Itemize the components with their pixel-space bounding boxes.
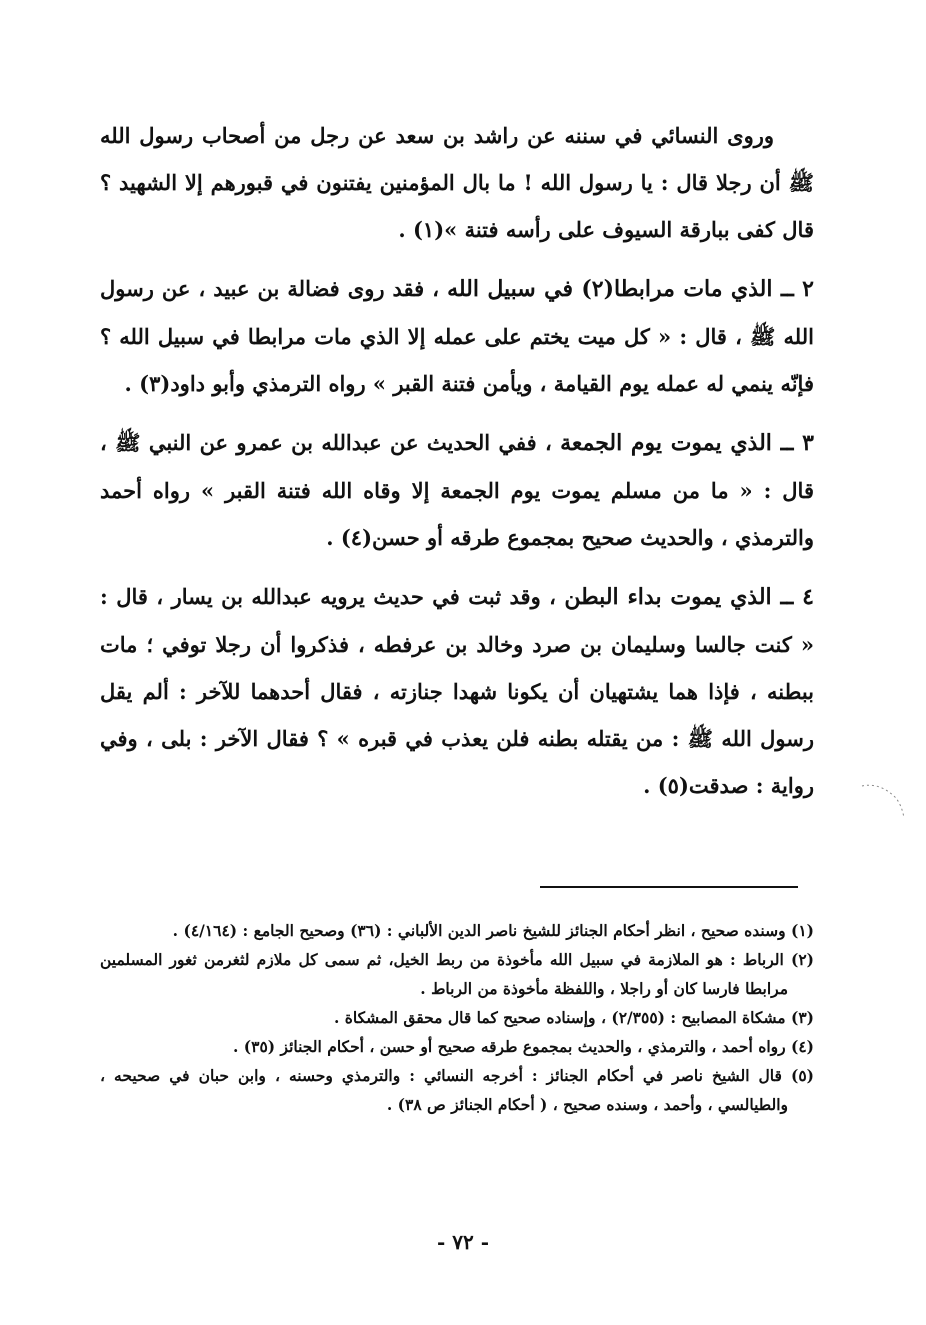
footnote: (٤) رواه أحمد ، والترمذي ، والحديث بمجموع طرقه صحيح أو حسن ، أحكام الجنائز (٣٥) . (233, 1037, 814, 1056)
footnote-separator (540, 886, 798, 888)
scan-mark-icon (860, 780, 906, 820)
intro-paragraph: وروى النسائي في سننه عن راشد بن سعد عن رجل من أصحاب رسول الله ﷺ أن رجلا قال : يا رسول الله ! ما بال المؤمنين يفتنون في قبورهم إلا الشهيد ؟ قال كفى ببارقة السيوف على رأسه فتنة »(١) . (100, 123, 814, 242)
footnotes (100, 916, 814, 1119)
list-item (100, 419, 814, 561)
item-heading: ٢ ــ الذي مات مرابطا(٢) في سبيل الله (447, 276, 814, 302)
footnote: (٣) مشكاة المصابيح : (٢/٣٥٥) ، وإسناده صحيح كما قال محقق المشكاة . (333, 1008, 814, 1027)
list-item (100, 573, 814, 809)
item-text: ، وقد ثبت في حديث يرويه عبدالله بن يسار ، قال : « كنت جالسا وسليمان بن صرد وخالد بن عرفطه ، فذكروا أن رجلا توفي ؛ مات ببطنه ، فإذا هما يشتهيان أن يكونا شهدا جنازته ، فقال أحدهما للآخر : ألم يقل رسول الله ﷺ : من يقتله بطنه فلن يعذب في قبره » ؟ فقال الآخر : بلى ، وفي رواية : صدقت(٥) . (100, 584, 814, 798)
item-heading: ٣ ــ الذي يموت يوم الجمعة (560, 430, 814, 456)
item-text: ، فقد روى فضالة بن عبيد ، عن رسول الله ﷺ ، قال : « كل ميت يختم على عمله إلا الذي مات مرابطا في سبيل الله ؟ فإنّه ينمي له عمله يوم القيامة ، ويأمن فتنة القبر » رواه الترمذي وأبو داود(٣) . (100, 276, 814, 396)
page-number: - ٧٢ - (436, 1230, 489, 1254)
item-heading: ٤ ــ الذي يموت بداء البطن (564, 584, 814, 610)
footnote: (٢) الرباط : هو الملازمة في سبيل الله مأخوذة من ربط الخيل، ثم سمى كل ملازم لثغرمن ثغور المسلمين مرابطا فارسا كان أو راجلا ، واللفظة مأخوذة من الرباط . (100, 950, 814, 998)
item-text: ، ففي الحديث عن عبدالله بن عمرو عن النبي ﷺ ، قال : « ما من مسلم يموت يوم الجمعة إلا وقاه الله فتنة القبر » رواه أحمد والترمذي ، والحديث صحيح بمجموع طرقه أو حسن(٤) . (100, 430, 814, 550)
footnote: (٥) قال الشيخ ناصر في أحكام الجنائز : أخرجه النسائي : والترمذي وحسنه ، وابن حبان في صحيحه ، والطيالسي ، وأحمد ، وسنده صحيح ، ( أحكام الجنائز ص ٣٨) . (100, 1066, 814, 1114)
list-item (100, 265, 814, 407)
footnote: (١) وسنده صحيح ، انظر أحكام الجنائز للشيخ ناصر الدين الألباني : (٣٦) وصحيح الجامع : (٤/١٦٤) . (172, 921, 814, 940)
main-text (100, 112, 814, 809)
